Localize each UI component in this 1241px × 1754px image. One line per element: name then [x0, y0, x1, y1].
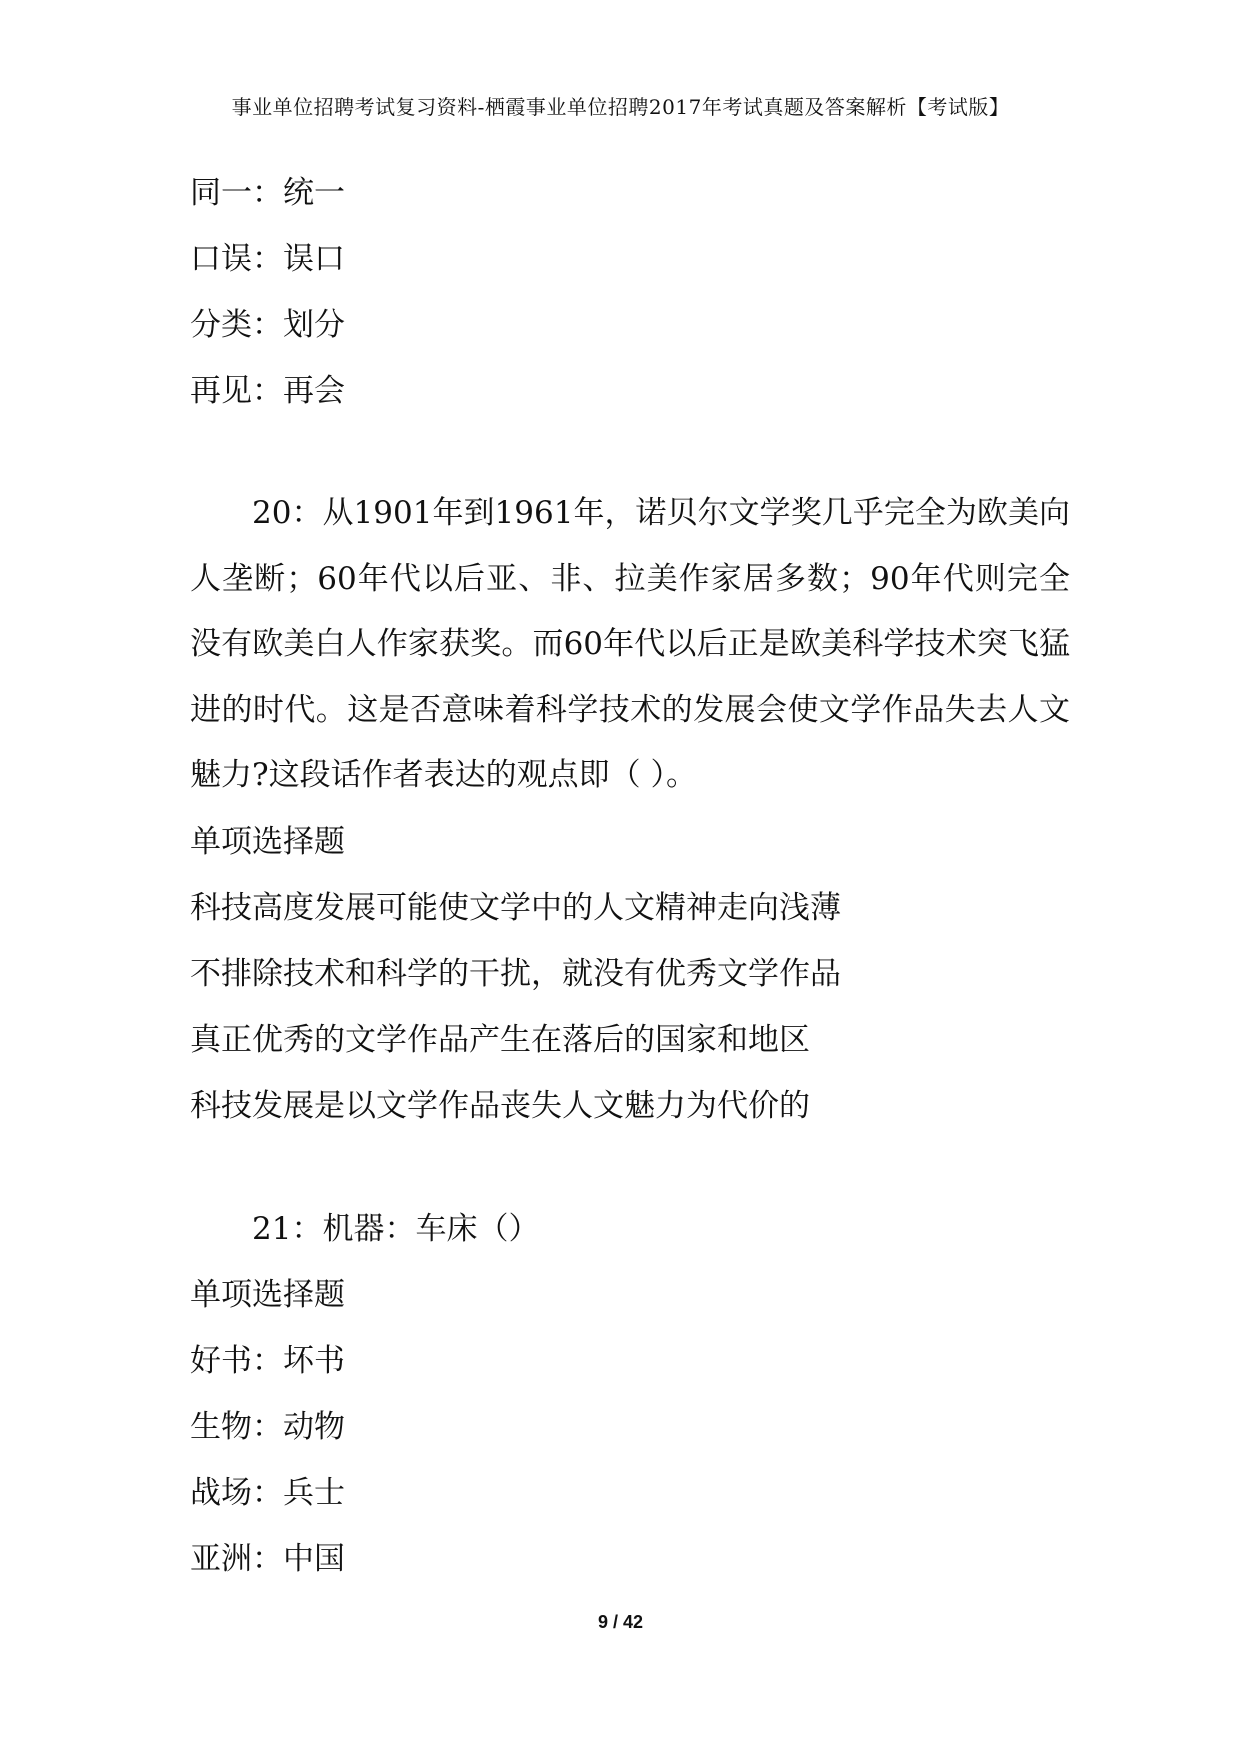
- question-20-option-a: 科技高度发展可能使文学中的人文精神走向浅薄: [190, 889, 841, 926]
- question-20-stem: 20：从1901年到1961年，诺贝尔文学奖几乎完全为欧美向人垄断；60年代以后亚、非、拉美作家居多数；90年代则完全没有欧美白人作家获奖。而60年代以后正是欧美科学技术突飞猛进的时代。这是否意味着科学技术的发展会使文学作品失去人文魅力?这段话作者表达的观点即（ ）。: [190, 495, 1070, 793]
- question-21-option-a: 好书：坏书: [190, 1342, 345, 1379]
- page-number: 9 / 42: [597, 1612, 644, 1632]
- question-21-option-b: 生物：动物: [190, 1408, 345, 1445]
- question-21-stem: 21：机器：车床（）: [252, 1210, 540, 1247]
- page-header: 事业单位招聘考试复习资料-栖霞事业单位招聘2017年考试真题及答案解析【考试版】: [231, 95, 1010, 119]
- question-20: [190, 481, 1070, 1139]
- question-21: [190, 1196, 1070, 1592]
- document-body: [190, 160, 1070, 1592]
- option-line: 同一：统一: [190, 175, 345, 211]
- question-20-option-c: 真正优秀的文学作品产生在落后的国家和地区: [190, 1021, 810, 1058]
- option-line: 再见：再会: [190, 373, 345, 409]
- question-21-type: 单项选择题: [190, 1276, 345, 1313]
- question-21-option-c: 战场：兵士: [190, 1474, 345, 1511]
- question-20-type: 单项选择题: [190, 823, 345, 860]
- question-20-option-d: 科技发展是以文学作品丧失人文魅力为代价的: [190, 1087, 810, 1124]
- option-line: 口误：误口: [190, 241, 345, 277]
- question-21-option-d: 亚洲：中国: [190, 1540, 345, 1577]
- option-line: 分类：划分: [190, 307, 345, 343]
- previous-question-options: [190, 160, 1070, 424]
- question-20-option-b: 不排除技术和科学的干扰，就没有优秀文学作品: [190, 955, 841, 992]
